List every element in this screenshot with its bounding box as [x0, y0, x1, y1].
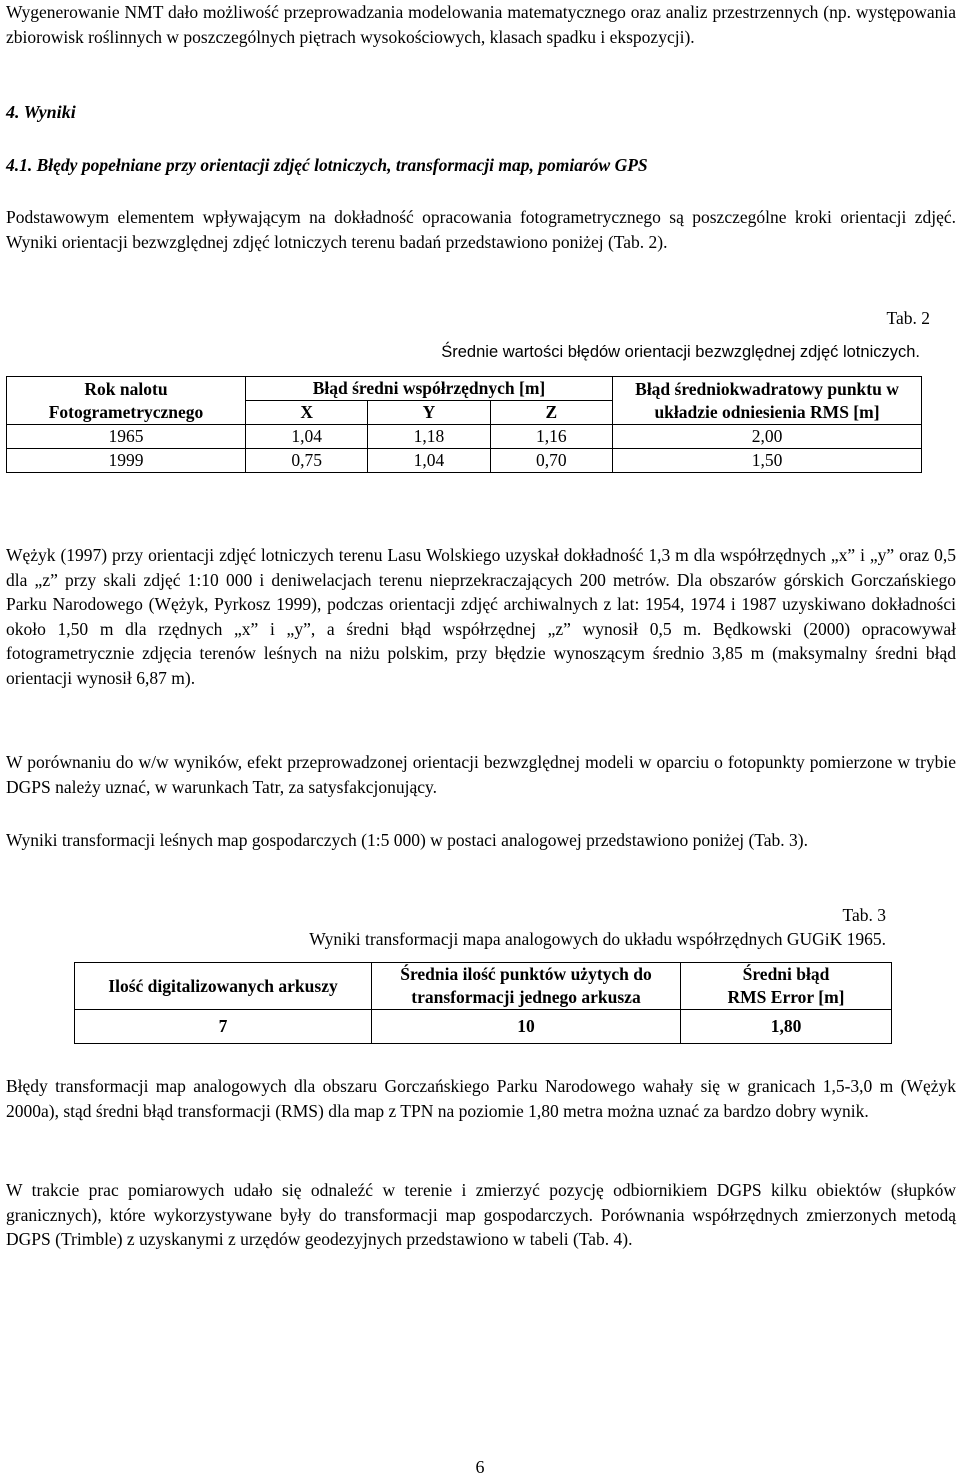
table2-cell-y: 1,18 [368, 425, 490, 449]
paragraph-1: Podstawowym elementem wpływającym na dokładność opracowania fotogrametrycznego są poszczególne kroki orientacji zdjęć. Wyniki orientacji bezwzględnej zdjęć lotniczych terenu badań przedstawiono poniżej (Tab. 2). [6, 207, 956, 252]
table3-cell-rms: 1,80 [681, 1010, 892, 1044]
paragraph-6: W trakcie prac pomiarowych udało się odnaleźć w terenie i zmierzyć pozycję odbiornikiem DGPS kilku obiektów (słupków granicznych), które wykorzystywane były do transformacji map gospodarczych. Porównania współrzędnych zmierzonych metodą DGPS (Trimble) z uzyskanymi z urzędów geodezyjnych przedstawiono w tabeli (Tab. 4). [6, 1180, 956, 1249]
table2-cell-z: 1,16 [490, 425, 612, 449]
table-3 [74, 962, 892, 1044]
table2-cell-x: 1,04 [246, 425, 368, 449]
table2-cell-year: 1999 [7, 449, 246, 473]
subsection-heading: 4.1. Błędy popełniane przy orientacji zdjęć lotniczych, transformacji map, pomiarów GPS [6, 155, 648, 175]
page-number: 6 [475, 1457, 485, 1477]
table3-caption: Wyniki transformacji mapa analogowych do układu współrzędnych GUGiK 1965. [309, 929, 886, 949]
table2-label: Tab. 2 [886, 308, 930, 328]
table2-cell-x: 0,75 [246, 449, 368, 473]
table3-header-sheets: Ilość digitalizowanych arkuszy [75, 963, 372, 1010]
table2-header-rms: Błąd średniokwadratowy punktu w układzie odniesienia RMS [m] [613, 377, 922, 425]
table2-header-mean-error: Błąd średni współrzędnych [m] [246, 377, 613, 401]
table2-header-z: Z [490, 401, 612, 425]
intro-paragraph: Wygenerowanie NMT dało możliwość przeprowadzania modelowania matematycznego oraz analiz przestrzennych (np. występowania zbiorowisk roślinnych w poszczególnych piętrach wysokościowych, klasach spadku i ekspozycji). [6, 2, 956, 47]
table2-cell-z: 0,70 [490, 449, 612, 473]
table3-header-points: Średnia ilość punktów użytych do transformacji jednego arkusza [372, 963, 681, 1010]
table2-cell-rms: 2,00 [613, 425, 922, 449]
table3-cell-sheets: 7 [75, 1010, 372, 1044]
section-heading: 4. Wyniki [6, 102, 76, 122]
table3-label: Tab. 3 [842, 905, 886, 925]
table3-cell-points: 10 [372, 1010, 681, 1044]
table2-cell-rms: 1,50 [613, 449, 922, 473]
table2-caption: Średnie wartości błędów orientacji bezwzględnej zdjęć lotniczych. [441, 343, 920, 361]
table3-header-rms: Średni błąd RMS Error [m] [681, 963, 892, 1010]
table-row [7, 449, 922, 473]
paragraph-2: Wężyk (1997) przy orientacji zdjęć lotniczych terenu Lasu Wolskiego uzyskał dokładność 1,3 m dla współrzędnych „x” i „y” oraz 0,5 dla „z” przy skali zdjęć 1:10 000 i deniwelacjach terenu nieprzekraczających 200 metrów. Dla obszarów górskich Gorczańskiego Parku Narodowego (Wężyk, Pyrkosz 1999), podczas orientacji zdjęć archiwalnych z lat: 1954, 1974 i 1987 uzyskiwano dokładności około 1,50 m dla rzędnych „x” i „y”, a średni błąd współrzędnej „z” wynosił 0,5 m. Będkowski (2000) opracowywał fotogrametrycznie zdjęcia terenów leśnych na niżu polskim, przy błędzie wynoszącym średnio 3,85 m (maksymalny średni błąd orientacji wynosił 6,87 m). [6, 545, 956, 688]
table-2 [6, 376, 922, 473]
table2-header-x: X [246, 401, 368, 425]
table-row [7, 425, 922, 449]
paragraph-3: W porównaniu do w/w wyników, efekt przeprowadzonej orientacji bezwzględnej modeli w oparciu o fotopunkty pomierzone w trybie DGPS należy uznać, w warunkach Tatr, za satysfakcjonujący. [6, 752, 956, 797]
table2-header-y: Y [368, 401, 490, 425]
paragraph-5: Błędy transformacji map analogowych dla obszaru Gorczańskiego Parku Narodowego wahały się w granicach 1,5-3,0 m (Wężyk 2000a), stąd średni błąd transformacji (RMS) dla map z TPN na poziomie 1,80 metra można uznać za bardzo dobry wynik. [6, 1076, 956, 1121]
paragraph-4: Wyniki transformacji leśnych map gospodarczych (1:5 000) w postaci analogowej przedstawiono poniżej (Tab. 3). [6, 830, 808, 850]
table-row [75, 1010, 892, 1044]
table2-header-year: Rok nalotu Fotogrametrycznego [7, 377, 246, 425]
table2-cell-year: 1965 [7, 425, 246, 449]
table2-cell-y: 1,04 [368, 449, 490, 473]
